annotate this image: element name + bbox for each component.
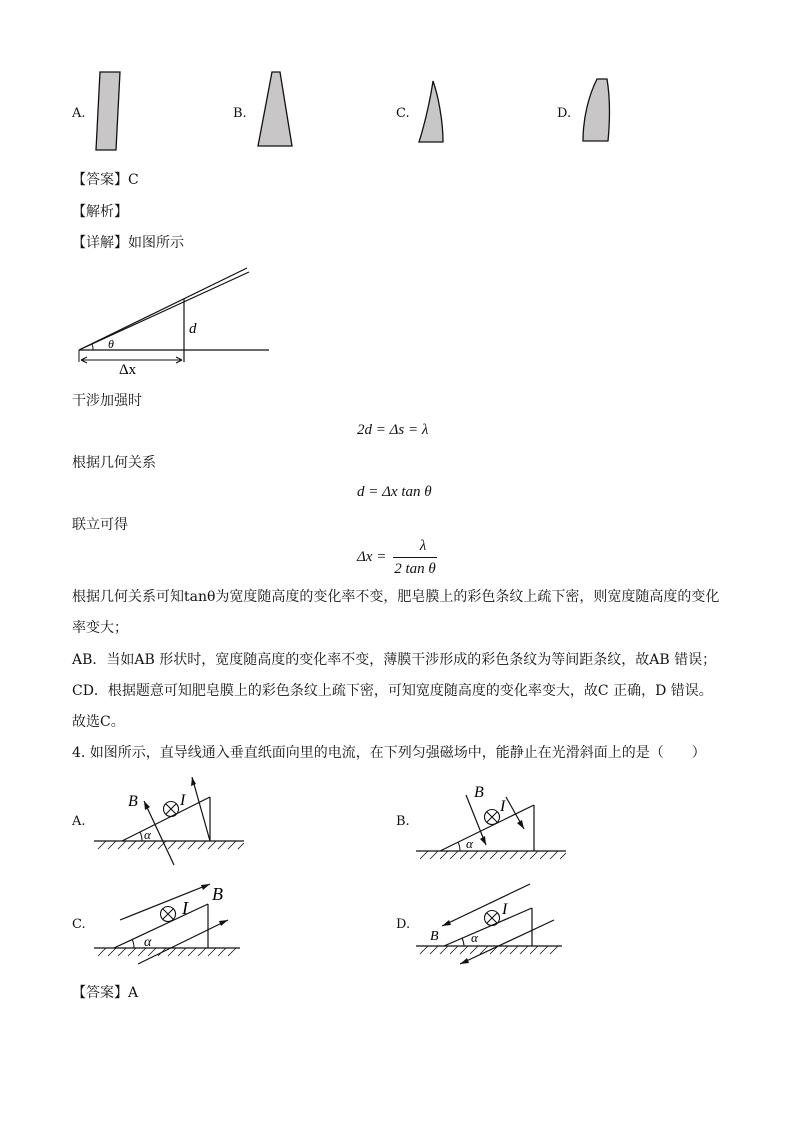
q4-answer: 【答案】A <box>72 985 139 1001</box>
c-I: I <box>182 898 188 918</box>
a-B: B <box>128 793 138 810</box>
q3-analysis-heading: 【解析】 <box>72 204 128 220</box>
b-B: B <box>474 784 484 801</box>
option-d-label: D. <box>557 106 572 121</box>
q4-option-b-label: B. <box>396 814 410 829</box>
film-shape-d <box>577 75 622 150</box>
label-dx: Δx <box>119 362 137 378</box>
q4-diagram-b <box>414 773 574 873</box>
q3-para1-a: 根据几何关系可知tanθ为宽度随高度的变化率不变，肥皂膜上的彩色条纹上疏下密，则宽度随高度的变化 <box>72 589 720 605</box>
a-I: I <box>180 792 186 809</box>
q4-option-a-label: A. <box>72 814 86 829</box>
wedge-figure <box>75 262 275 382</box>
q4-option-c-label: C. <box>72 917 86 932</box>
q4-option-d-label: D. <box>396 917 411 932</box>
q3-para2: AB．当如AB 形状时，宽度随高度的变化率不变，薄膜干涉形成的彩色条纹为等间距条纹，故AB 错误； <box>72 652 717 668</box>
label-d: d <box>189 321 197 337</box>
q4-stem: 4. 如图所示，直导线通入垂直纸面向里的电流，在下列匀强磁场中，能静止在光滑斜面上的是（ ） <box>72 745 706 761</box>
q3-detail-intro: 【详解】如图所示 <box>72 235 184 251</box>
q4-diagram-d <box>414 876 574 976</box>
label-theta: θ <box>108 337 114 351</box>
b-I: I <box>500 798 506 815</box>
a-alpha: α <box>144 827 151 842</box>
option-a-label: A. <box>72 106 86 121</box>
q3-para4: 故选C。 <box>72 714 125 730</box>
option-b-label: B. <box>233 106 247 121</box>
d-alpha: α <box>471 930 478 945</box>
equation-3-denominator: 2 tan θ <box>394 561 436 577</box>
c-B: B <box>212 884 223 904</box>
fraction-bar <box>393 557 437 558</box>
equation-1: 2d = Δs = λ <box>357 422 429 438</box>
q3-line3: 联立可得 <box>72 517 128 533</box>
c-alpha: α <box>144 935 152 950</box>
equation-2: d = Δx tan θ <box>357 484 432 500</box>
q3-line1: 干涉加强时 <box>72 393 142 409</box>
q3-answer: 【答案】C <box>72 172 139 188</box>
equation-3-numerator: λ <box>419 538 427 554</box>
b-alpha: α <box>466 836 473 851</box>
film-shape-b <box>252 70 302 155</box>
q4-diagram-c <box>92 878 252 978</box>
option-c-label: C. <box>396 106 410 121</box>
d-B: B <box>430 929 439 944</box>
film-shape-c <box>412 75 457 150</box>
q3-line2: 根据几何关系 <box>72 455 156 471</box>
d-I: I <box>502 901 508 918</box>
q4-diagram-a <box>92 773 252 873</box>
q3-para1-b: 率变大； <box>72 620 128 636</box>
q3-para3: CD．根据题意可知肥皂膜上的彩色条纹上疏下密，可知宽度随高度的变化率变大，故C 正确，D 错误。 <box>72 683 713 699</box>
equation-3-lhs: Δx = <box>357 549 387 565</box>
film-shape-a <box>92 70 132 155</box>
